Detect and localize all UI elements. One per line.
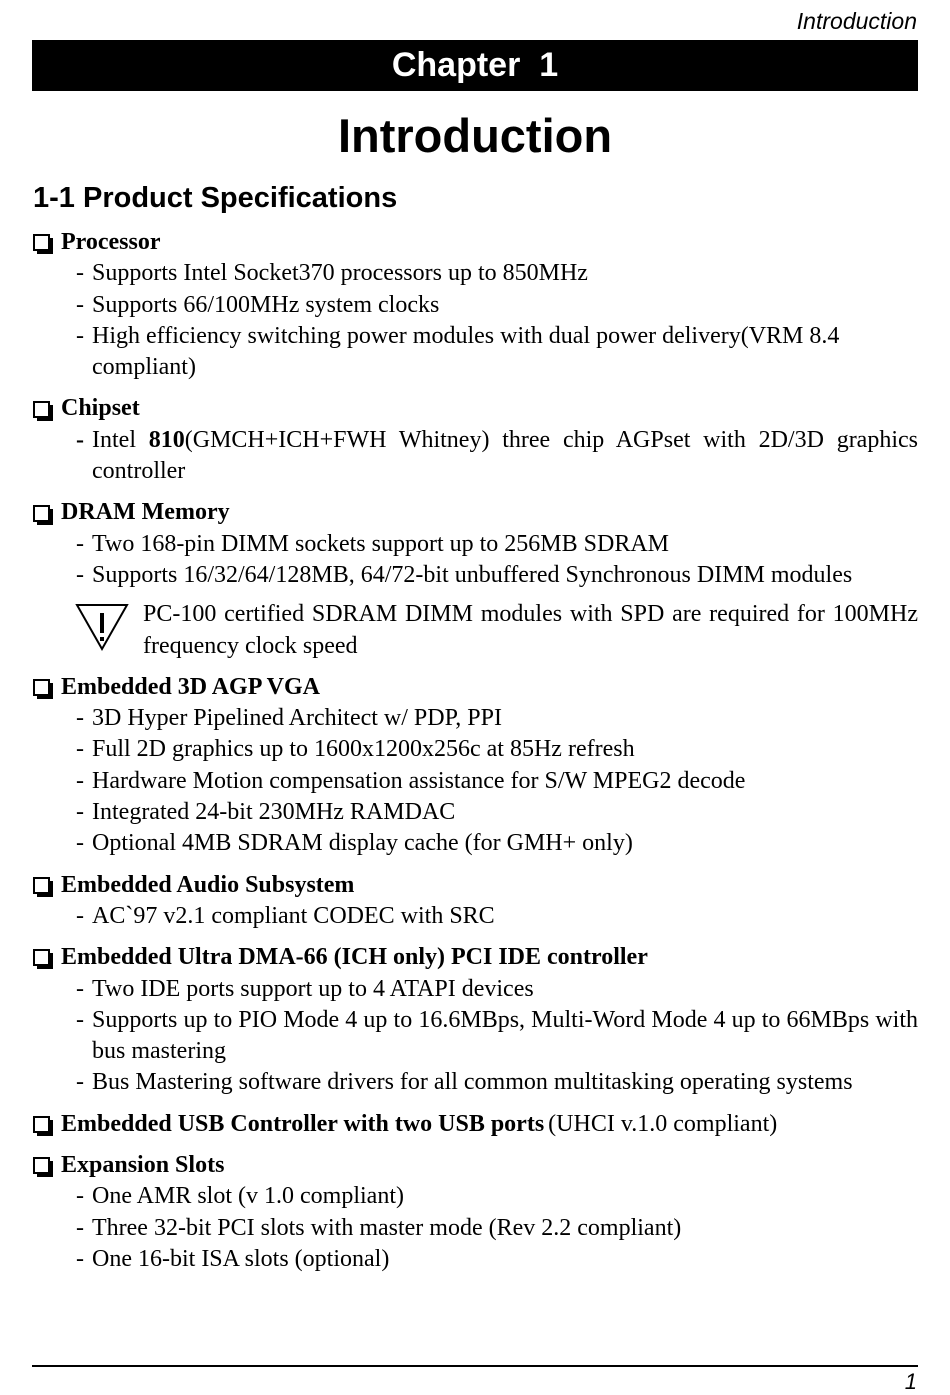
- list-item: - Supports Intel Socket370 processors up to 850MHz: [76, 260, 588, 287]
- checkbox-bullet-icon: [33, 679, 50, 696]
- page-title: Introduction: [337, 109, 613, 162]
- spec-ide-controller: [33, 942, 918, 1098]
- spec-embedded-vga: [33, 672, 918, 860]
- list-item: - Three 32-bit PCI slots with master mode (Rev 2.2 compliant): [76, 1214, 682, 1241]
- spec-heading: Embedded USB Controller with two USB ports: [61, 1110, 545, 1137]
- spec-heading: Processor: [61, 229, 161, 255]
- spec-heading: Chipset: [61, 395, 140, 422]
- checkbox-bullet-icon: [33, 505, 50, 522]
- spec-heading: Embedded 3D AGP VGA: [61, 673, 320, 700]
- footer-divider: [32, 1365, 918, 1367]
- spec-usb-controller: [33, 1109, 918, 1140]
- list-item: - AC`97 v2.1 compliant CODEC with SRC: [76, 902, 495, 929]
- section-title: 1-1 Product Specifications: [33, 182, 398, 214]
- spec-processor: [33, 227, 918, 383]
- list-item: - Integrated 24-bit 230MHz RAMDAC: [76, 799, 456, 826]
- spec-expansion-slots: [33, 1150, 918, 1275]
- list-item: - Supports up to PIO Mode 4 up to 16.6MBps, Multi-Word Mode 4 up to 66MBps with bus mastering: [76, 1006, 918, 1065]
- spec-dram-memory: [33, 497, 918, 661]
- spec-list: [33, 227, 918, 1285]
- list-item: - One AMR slot (v 1.0 compliant): [76, 1183, 404, 1210]
- list-item: - Two 168-pin DIMM sockets support up to 256MB SDRAM: [76, 530, 670, 557]
- checkbox-bullet-icon: [33, 1116, 50, 1133]
- list-item: - 3D Hyper Pipelined Architect w/ PDP, PPI: [76, 705, 502, 732]
- list-item: - Full 2D graphics up to 1600x1200x256c at 85Hz refresh: [76, 736, 635, 763]
- checkbox-bullet-icon: [33, 401, 50, 418]
- checkbox-bullet-icon: [33, 234, 50, 251]
- spec-heading-suffix: (UHCI v.1.0 compliant): [548, 1110, 778, 1137]
- list-item: - Supports 66/100MHz system clocks: [76, 291, 440, 318]
- page-number: 1: [904, 1369, 917, 1394]
- list-item: - Two IDE ports support up to 4 ATAPI devices: [76, 975, 534, 1002]
- spec-heading: DRAM Memory: [61, 499, 230, 526]
- spec-heading: Embedded Audio Subsystem: [61, 871, 355, 898]
- checkbox-bullet-icon: [33, 949, 50, 966]
- list-item: - High efficiency switching power modules with dual power delivery(VRM 8.4 compliant): [76, 322, 840, 381]
- list-item: - Supports 16/32/64/128MB, 64/72-bit unbuffered Synchronous DIMM modules: [76, 561, 853, 588]
- chapter-banner: Chapter 1: [32, 40, 918, 91]
- list-item: - Hardware Motion compensation assistance for S/W MPEG2 decode: [76, 767, 746, 794]
- checkbox-bullet-icon: [33, 1157, 50, 1174]
- spec-chipset: [33, 393, 918, 487]
- warning-note: PC-100 certified SDRAM DIMM modules with SPD are required for 100MHz frequency clock speed: [75, 599, 918, 662]
- list-item: - One 16-bit ISA slots (optional): [76, 1245, 390, 1272]
- list-item: - Bus Mastering software drivers for all common multitasking operating systems: [76, 1069, 853, 1096]
- list-item: - Optional 4MB SDRAM display cache (for GMH+ only): [76, 830, 633, 857]
- spec-heading: Embedded Ultra DMA-66 (ICH only) PCI IDE controller: [61, 944, 648, 971]
- list-item: - Intel 810(GMCH+ICH+FWH Whitney) three chip AGPset with 2D/3D graphics controller: [76, 426, 918, 485]
- spec-embedded-audio: [33, 870, 918, 933]
- warning-icon: [75, 599, 129, 653]
- running-header: Introduction: [796, 8, 917, 34]
- spec-heading: Expansion Slots: [61, 1152, 225, 1179]
- checkbox-bullet-icon: [33, 877, 50, 894]
